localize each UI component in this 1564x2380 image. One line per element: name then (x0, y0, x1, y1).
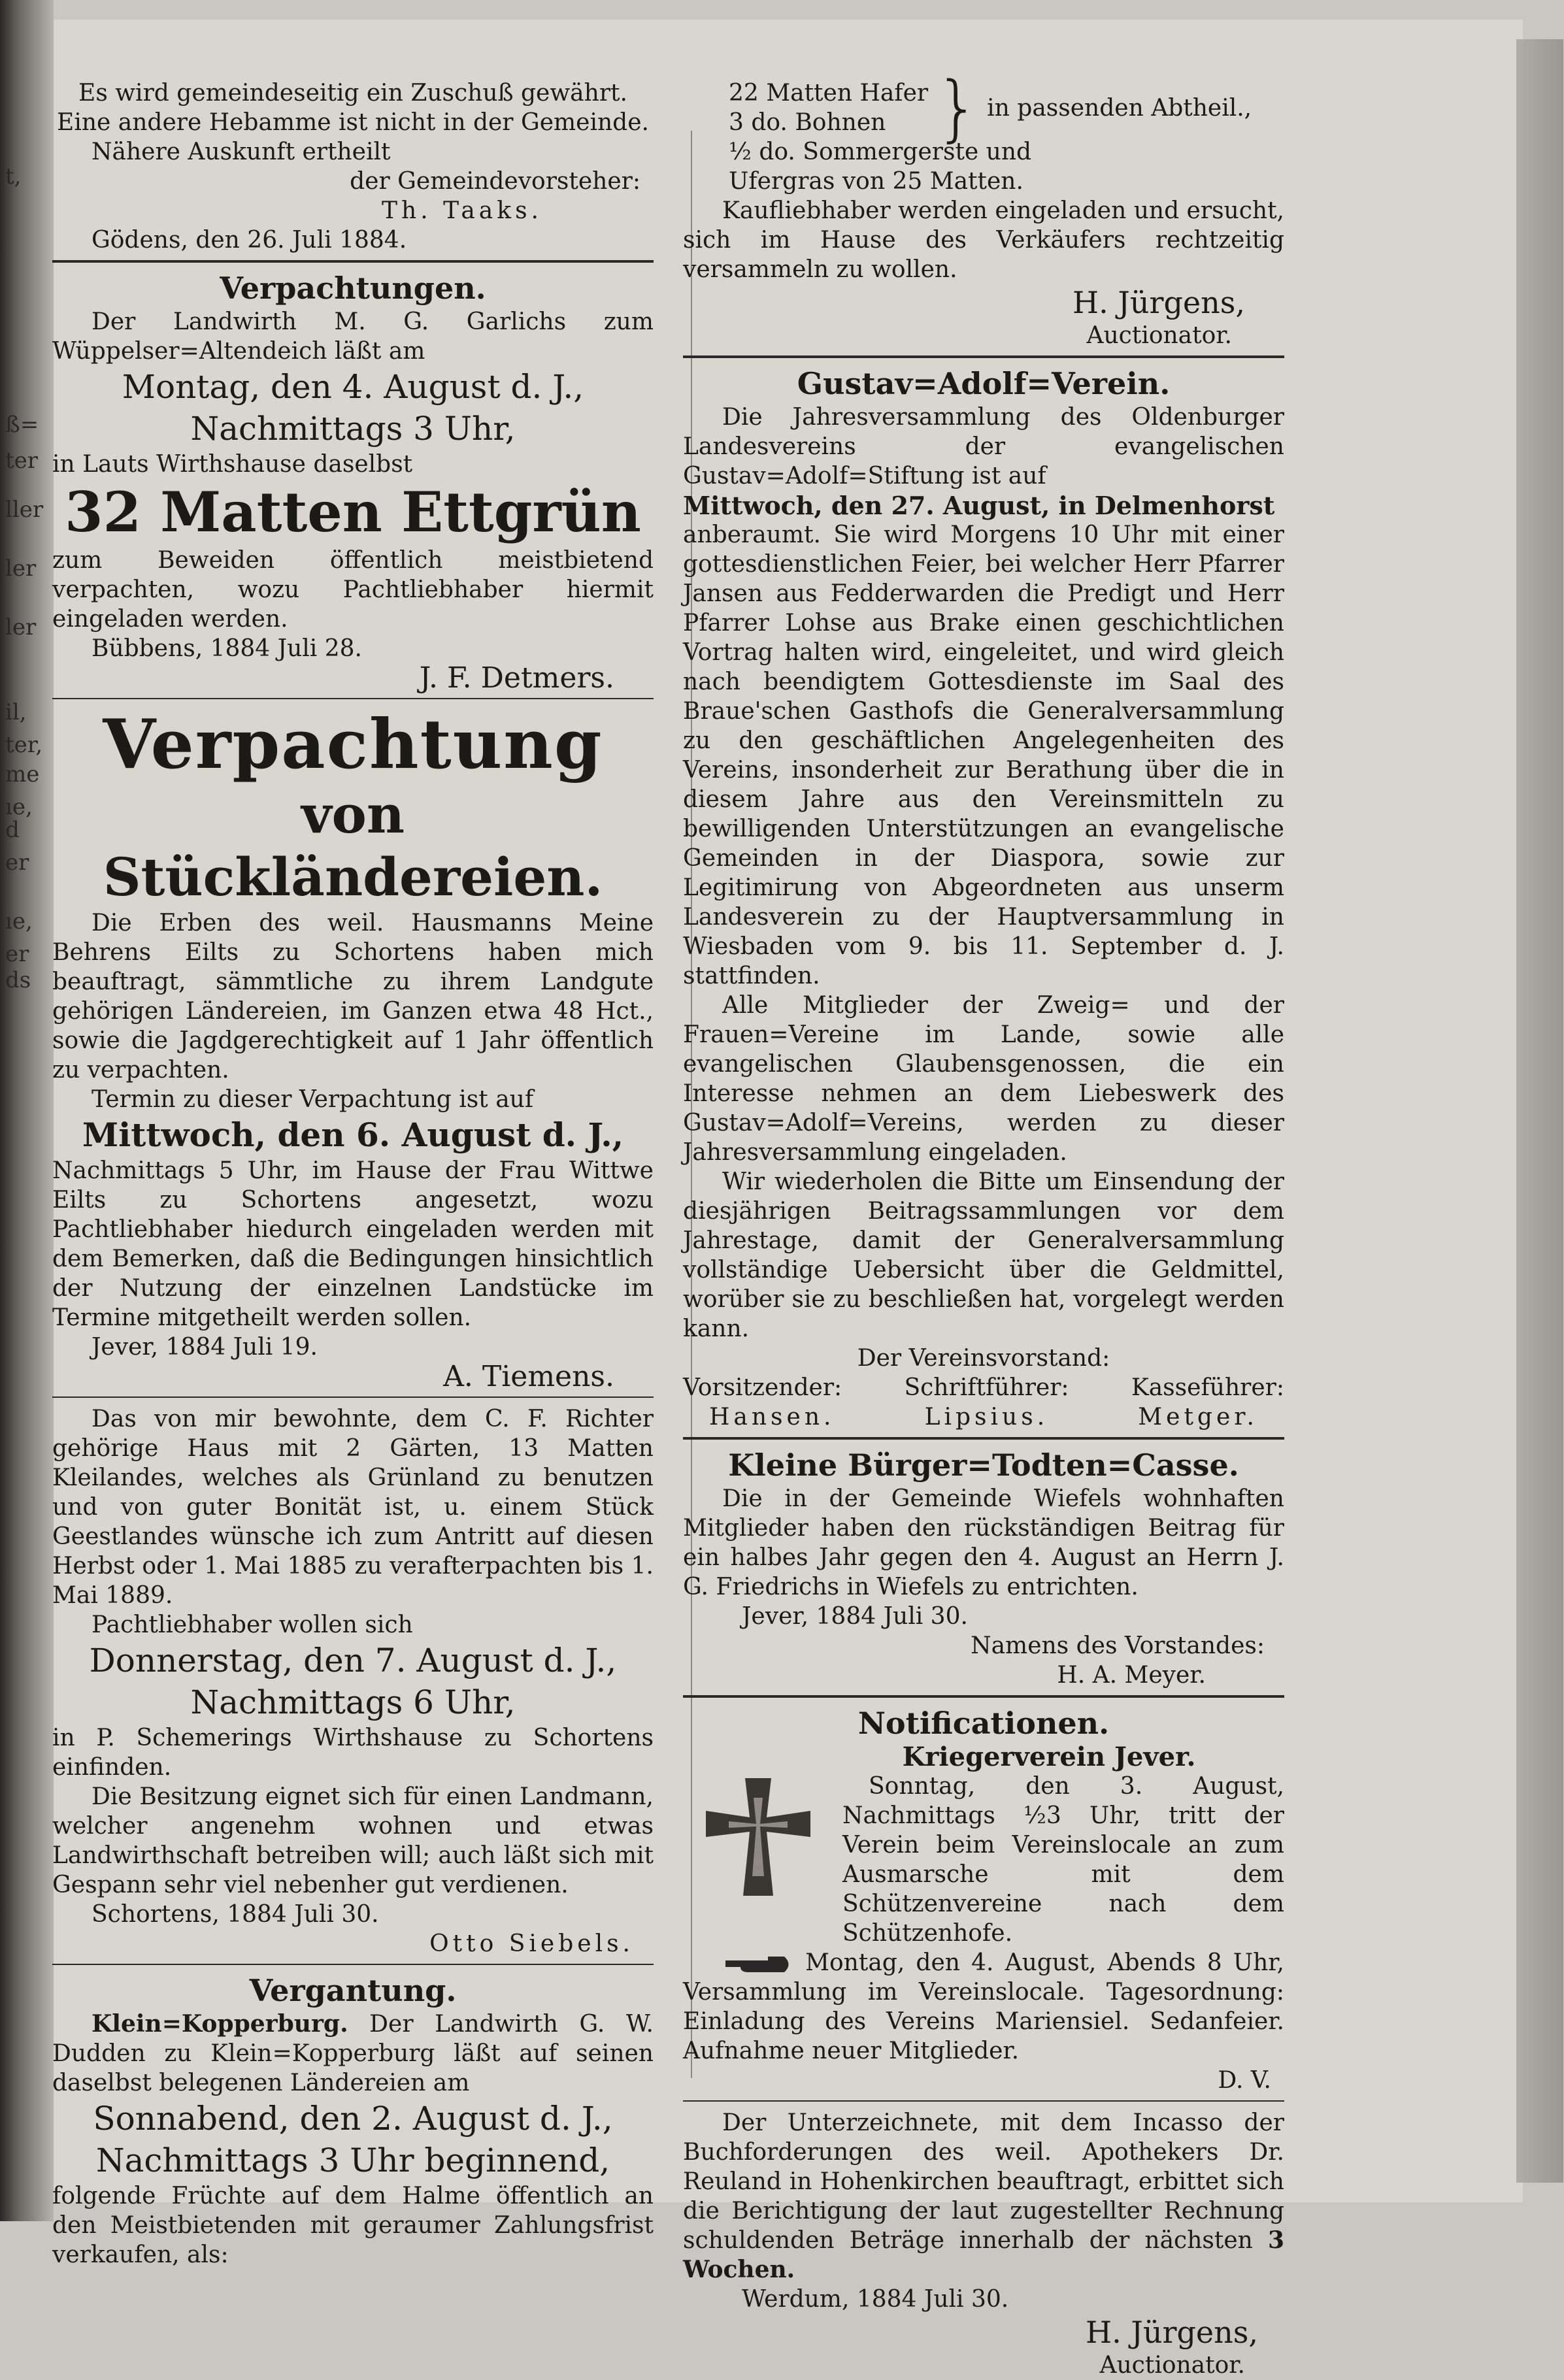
ad-haus-verpachtung (52, 1404, 654, 1959)
ad-body: zum Beweiden öffentlich meistbietend verpachten, wozu Pachtliebhaber hiermit eingeladen werden. (52, 547, 654, 633)
ad-date: Sonnabend, den 2. August d. J., (93, 2100, 613, 2138)
ad-gemeinde-hebamme (52, 78, 654, 255)
ad-line: Es wird gemeindeseitig ein Zuschuß gewährt. (78, 80, 627, 107)
iron-cross-icon (683, 1772, 833, 1902)
ad-signature: H. Jürgens, (1073, 285, 1245, 320)
goods-note: in passenden Abtheil., (987, 94, 1252, 122)
ad-dateline: Schortens, 1884 Juli 30. (92, 1901, 379, 1928)
ad-time: Nachmittags 3 Uhr, (190, 410, 516, 448)
ad-intro: Der Landwirth M. G. Garlichs zum Wüppelser=Altendeich läßt am (52, 308, 654, 365)
ad-body: Die Erben des weil. Hausmanns Meine Behrens Eilts zu Schortens haben mich beauftragt, sämmtliche zu ihrem Landgute gehörigen Ländereien, im Ganzen etwa 48 Hct., sowie die Jagdgerechtigkeit auf 1 Jahr öffentlich zu verpachten. (52, 910, 654, 1083)
ad-title: Vergantung. (249, 1973, 457, 2008)
left-column (52, 78, 654, 2270)
ad-dateline: Werdum, 1884 Juli 30. (742, 2286, 1009, 2313)
ad-dateline: Bübbens, 1884 Juli 28. (92, 635, 362, 662)
ad-title: Gustav=Adolf=Verein. (797, 366, 1171, 401)
ad-line: Nähere Auskunft ertheilt (92, 139, 391, 165)
ad-role: Auctionator. (1099, 2352, 1245, 2379)
board-names (683, 1402, 1284, 1432)
ad-signature: A. Tiemens. (443, 1360, 614, 1393)
goods-item: Ufergras von 25 Matten. (729, 168, 1023, 195)
ad-body: Alle Mitglieder der Zweig= und der Frauen=Vereine im Lande, sowie alle evangelischen Glaubensgenossen, die ein Interesse nehmen an dem Liebeswerk des Gustav=Adolf=Vereins, werden zu dieser Jahresversammlung eingeladen. (683, 992, 1284, 1166)
ad-incasso (683, 2108, 1284, 2380)
ad-board: Namens des Vorstandes: (971, 1632, 1265, 1659)
right-column (683, 66, 1284, 2380)
spine-fragment: ıe, (5, 794, 33, 820)
spine-fragment: ler (5, 614, 37, 640)
ad-body: Kaufliebhaber werden eingeladen und ersucht, sich im Hause des Verkäufers rechtzeitig versammeln zu wollen. (683, 197, 1284, 283)
ad-title: von Stückländereien. (103, 784, 603, 908)
ad-body: anberaumt. Sie wird Morgens 10 Uhr mit einer gottesdienstlichen Feier, bei welcher Herr Pfarrer Jansen aus Fedderwarden die Predigt und Herr Pfarrer Lohse aus Brake einen geschichtlichen Vortrag halten wird, eingeleitet, und wird gleich nach beendigtem Gottesdienste im Saal des Braue'schen Gasthofs die Generalversammlung zu den geschäftlichen Angelegenheiten des Vereins, insonderheit zur Berathung über die in diesem Jahre aus den Vereinsmitteln zu bewilligenden Unterstützungen an evangelische Gemeinden in der Diaspora, sowie zur Legitimirung von Abgeordneten aus unserm Landesverein zu der Hauptversammlung in Wiesbaden vom 9. bis 11. September d. J. stattfinden. (683, 521, 1284, 989)
ad-notificationen (683, 1704, 1284, 2095)
board-role: Vorsitzender: (683, 1374, 842, 1401)
book-spine (0, 0, 54, 2221)
ad-title: Verpachtungen. (220, 271, 486, 306)
page-edge (1516, 39, 1563, 2183)
ad-date: Mittwoch, den 6. August d. J., (82, 1116, 624, 1154)
ad-title: Verpachtung (103, 704, 603, 784)
ad-signature: Otto Siebels. (429, 1930, 634, 1957)
ad-headline: 32 Matten Ettgrün (65, 480, 641, 544)
ad-body: Der Landwirth G. W. Dudden zu Klein=Kopperburg läßt auf seinen daselbst belegenen Ländereien am (52, 2011, 654, 2096)
ad-title: Notificationen. (857, 1706, 1110, 1741)
ad-body: Sonntag, den 3. August, Nachmittags ½3 Uhr, tritt der Verein beim Vereinslocale an zum Ausmarsche mit dem Schützenvereine nach dem Schützenhofe. (842, 1773, 1284, 1947)
spine-fragment: d (5, 817, 20, 843)
ad-date: Donnerstag, den 7. August d. J., (89, 1642, 617, 1679)
goods-item: ½ do. Sommergerste und (729, 139, 1032, 165)
ad-signature: H. A. Meyer. (1057, 1662, 1206, 1689)
ad-line: der Gemeindevorsteher: (350, 168, 641, 195)
ad-body: Die Jahresversammlung des Oldenburger Landesvereins der evangelischen Gustav=Adolf=Stiftung ist auf (683, 404, 1284, 489)
ad-body: Nachmittags 5 Uhr, im Hause der Frau Wittwe Eilts zu Schortens angesetzt, wozu Pachtliebhaber hiedurch eingeladen werden mit dem Bemerken, daß die Bedingungen hinsichtlich der Nutzung der einzelnen Landstücke im Termine mitgetheilt werden sollen. (52, 1157, 654, 1331)
board-name: Hansen. (709, 1404, 835, 1430)
ad-dateline: Jever, 1884 Juli 19. (92, 1334, 318, 1361)
board-roles (683, 1373, 1284, 1402)
ad-date: Mittwoch, den 27. August, in Delmenhorst (683, 491, 1275, 520)
goods-list (729, 66, 1284, 150)
ad-body: Termin zu dieser Verpachtung ist auf (92, 1086, 534, 1113)
ad-signature: J. F. Detmers. (419, 661, 614, 695)
ad-body: Montag, den 4. August, Abends 8 Uhr, Versammlung im Vereinslocale. Tagesordnung: Einladung des Vereins Mariensiel. Sedanfeier. Aufnahme neuer Mitglieder. (683, 1949, 1284, 2064)
ad-signature: Th. Taaks. (382, 197, 542, 224)
spine-fragment: er (5, 941, 29, 967)
ad-place: Klein=Kopperburg. (92, 2010, 348, 2038)
board-role: Schriftführer: (904, 1374, 1069, 1401)
spine-fragment: ıe, (5, 908, 33, 934)
spine-fragment: er (5, 850, 29, 876)
rule (52, 1397, 654, 1398)
goods-item: 3 do. Bohnen (729, 109, 886, 136)
ad-body: Wir wiederholen die Bitte um Einsendung der diesjährigen Beitragssammlungen vor dem Jahrestage, damit der Generalversammlung vollständige Uebersicht über die Geldmittel, worüber sie zu beschließen hat, vorgelegt werden kann. (683, 1168, 1284, 1342)
ad-signature: D. V. (1218, 2067, 1271, 2094)
ad-role: Auctionator. (1086, 322, 1232, 349)
ad-vergantung (52, 1972, 654, 2270)
ad-subtitle: Kriegerverein Jever. (902, 1742, 1196, 1772)
ad-body: in P. Schemerings Wirthshause zu Schortens einfinden. (52, 1725, 654, 1781)
ad-body: Die Besitzung eignet sich für einen Landmann, welcher angenehm wohnen und etwas Landwirthschaft betreiben will; auch läßt sich mit Gespann sehr viel nebenher gut verdienen. (52, 1783, 654, 1898)
ad-todten-casse (683, 1446, 1284, 1690)
ad-body: Pachtliebhaber wollen sich (92, 1611, 413, 1638)
rule (683, 1437, 1284, 1440)
ad-body: Das von mir bewohnte, dem C. F. Richter gehörige Haus mit 2 Gärten, 13 Matten Kleilandes, welches als Grünland zu benutzen und von guter Bonität ist, u. einem Stück Geestlandes wünsche ich zum Antritt auf diesen Herbst oder 1. Mai 1885 zu verafterpachten bis 1. Mai 1889. (52, 1406, 654, 1609)
rule (52, 260, 654, 263)
spine-fragment: ß= (5, 412, 39, 438)
rule (52, 1964, 654, 1965)
rule (683, 355, 1284, 358)
ad-time: Nachmittags 3 Uhr beginnend, (95, 2141, 610, 2179)
ad-body: folgende Früchte auf dem Halme öffentlich an den Meistbietenden mit geraumer Zahlungsfrist verkaufen, als: (52, 2183, 654, 2268)
spine-fragment: il, (5, 699, 27, 725)
ad-body: Die in der Gemeinde Wiefels wohnhaften Mitglieder haben den rückständigen Beitrag für ein halbes Jahr gegen den 4. August an Herrn J. G. Friedrichs in Wiefels zu entrichten. (683, 1485, 1284, 1600)
board-role: Kasseführer: (1131, 1374, 1284, 1401)
spine-fragment: ller (5, 497, 44, 523)
ad-date: Montag, den 4. August d. J., (122, 368, 584, 406)
ad-signature: H. Jürgens, (1086, 2315, 1258, 2350)
spine-fragment: ter, (5, 732, 43, 758)
spine-fragment: me (5, 761, 40, 787)
ad-board: Der Vereinsvorstand: (857, 1345, 1110, 1372)
ad-place: in Lauts Wirthshause daselbst (52, 451, 413, 478)
ad-stueckländereien (52, 706, 654, 1391)
ad-line: Eine andere Hebamme ist nicht in der Gemeinde. (57, 109, 649, 136)
ad-gustav-adolf-verein (683, 365, 1284, 1432)
goods-item: 22 Matten Hafer (729, 80, 929, 107)
board-name: Lipsius. (924, 1404, 1049, 1430)
ad-verpachtungen (52, 269, 654, 693)
brace-glyph: } (935, 66, 981, 150)
ad-time: Nachmittags 6 Uhr, (190, 1683, 516, 1721)
ad-body: Der Unterzeichnete, mit dem Incasso der Buchforderungen des weil. Apothekers Dr. Reuland in Hohenkirchen beauftragt, erbittet sich die Berichtigung der laut zugestellter Rechnung schuldenden Beträge innerhalb der nächsten (683, 2109, 1284, 2254)
rule (683, 1695, 1284, 1698)
ad-weeks: 3 Wochen. (683, 2226, 1284, 2283)
spine-fragment: ds (5, 967, 31, 993)
ad-vergantung-continued (683, 66, 1284, 350)
ad-dateline: Gödens, den 26. Juli 1884. (92, 227, 407, 254)
board-name: Metger. (1138, 1404, 1258, 1430)
spine-fragment: ter (5, 448, 39, 474)
spine-fragment: t, (5, 163, 22, 190)
rule (683, 2100, 1284, 2102)
ad-dateline: Jever, 1884 Juli 30. (742, 1603, 968, 1630)
spine-fragment: ler (5, 555, 37, 582)
rule (52, 698, 654, 699)
pointing-hand-icon (722, 1954, 794, 1975)
ad-title: Kleine Bürger=Todten=Casse. (728, 1447, 1239, 1483)
